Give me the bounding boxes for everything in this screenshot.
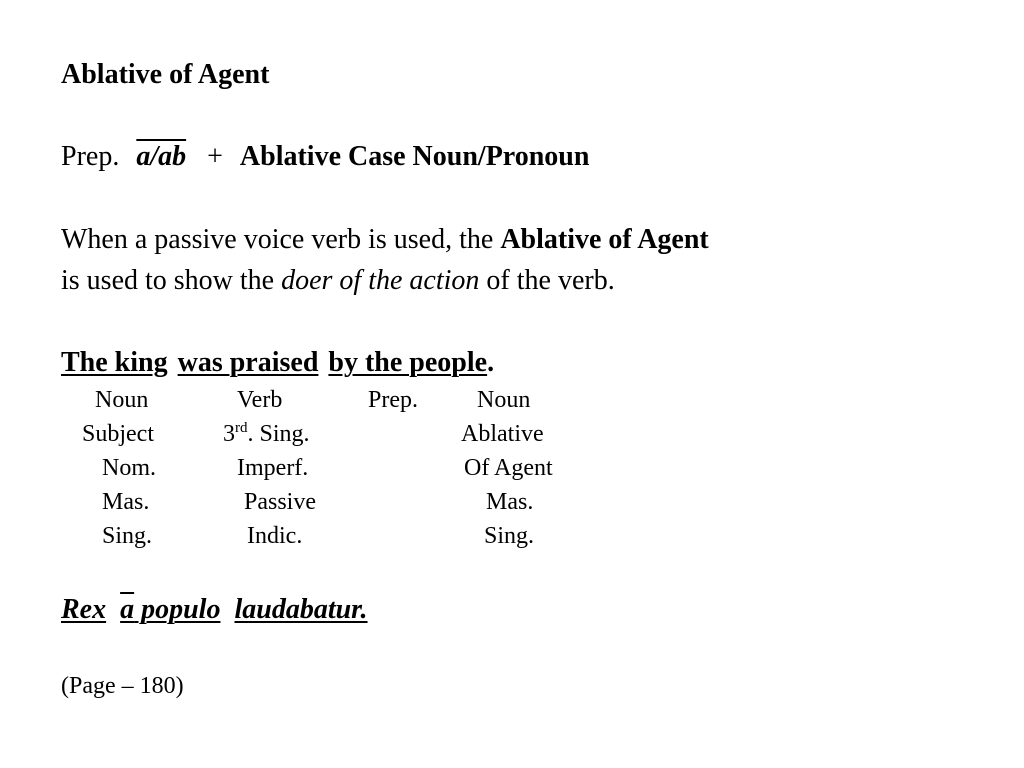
analysis-person-number: 3 bbox=[223, 421, 235, 447]
latin-preposition: a bbox=[120, 594, 135, 625]
analysis-col4-row5: Sing. bbox=[484, 523, 535, 549]
analysis-col1-row5: Sing. bbox=[102, 523, 153, 549]
plus-sign: + bbox=[207, 141, 223, 172]
analysis-col1-row2: Subject bbox=[82, 421, 154, 447]
formula-rule: Ablative Case Noun/Pronoun bbox=[239, 141, 590, 172]
formula-line bbox=[61, 143, 589, 171]
analysis-col1-row3: Nom. bbox=[102, 455, 156, 481]
latin-example bbox=[61, 596, 368, 624]
explanation-emphasis: doer of the action bbox=[281, 265, 480, 296]
analysis-col2-row5: Indic. bbox=[247, 523, 303, 549]
analysis-col2-row2 bbox=[223, 422, 310, 446]
english-example bbox=[61, 349, 494, 377]
english-period: . bbox=[487, 347, 495, 378]
explanation-term: Ablative of Agent bbox=[500, 224, 709, 255]
analysis-col4-row4: Mas. bbox=[486, 489, 534, 515]
analysis-col1-row1: Noun bbox=[95, 387, 149, 413]
latin-verb: laudabatur. bbox=[234, 594, 368, 625]
english-subject: The king bbox=[61, 347, 168, 378]
explanation-text-1: When a passive voice verb is used, the bbox=[61, 224, 501, 255]
analysis-col4-row1: Noun bbox=[477, 387, 531, 413]
analysis-person-suffix: rd bbox=[235, 420, 248, 436]
english-verb: was praised bbox=[177, 347, 319, 378]
page-reference: (Page – 180) bbox=[61, 673, 184, 699]
prep-label: Prep. bbox=[61, 141, 120, 172]
page-title: Ablative of Agent bbox=[61, 59, 270, 90]
english-agent: by the people bbox=[328, 347, 488, 378]
latin-agent-phrase bbox=[120, 594, 220, 625]
explanation-line-2 bbox=[61, 267, 615, 295]
preposition-a-ab: a/ab bbox=[136, 141, 187, 172]
explanation-line-1 bbox=[61, 226, 709, 254]
latin-noun: populo bbox=[134, 594, 221, 625]
analysis-col4-row2: Ablative bbox=[461, 421, 544, 447]
analysis-person-rest: . Sing. bbox=[247, 421, 310, 447]
explanation-text-3: of the verb. bbox=[479, 265, 615, 296]
analysis-col2-row1: Verb bbox=[237, 387, 283, 413]
analysis-col2-row4: Passive bbox=[244, 489, 316, 515]
analysis-col3-row1: Prep. bbox=[368, 387, 418, 413]
analysis-col4-row3: Of Agent bbox=[464, 455, 553, 481]
analysis-col2-row3: Imperf. bbox=[237, 455, 309, 481]
latin-subject: Rex bbox=[61, 594, 107, 625]
explanation-text-2: is used to show the bbox=[61, 265, 282, 296]
analysis-col1-row4: Mas. bbox=[102, 489, 150, 515]
